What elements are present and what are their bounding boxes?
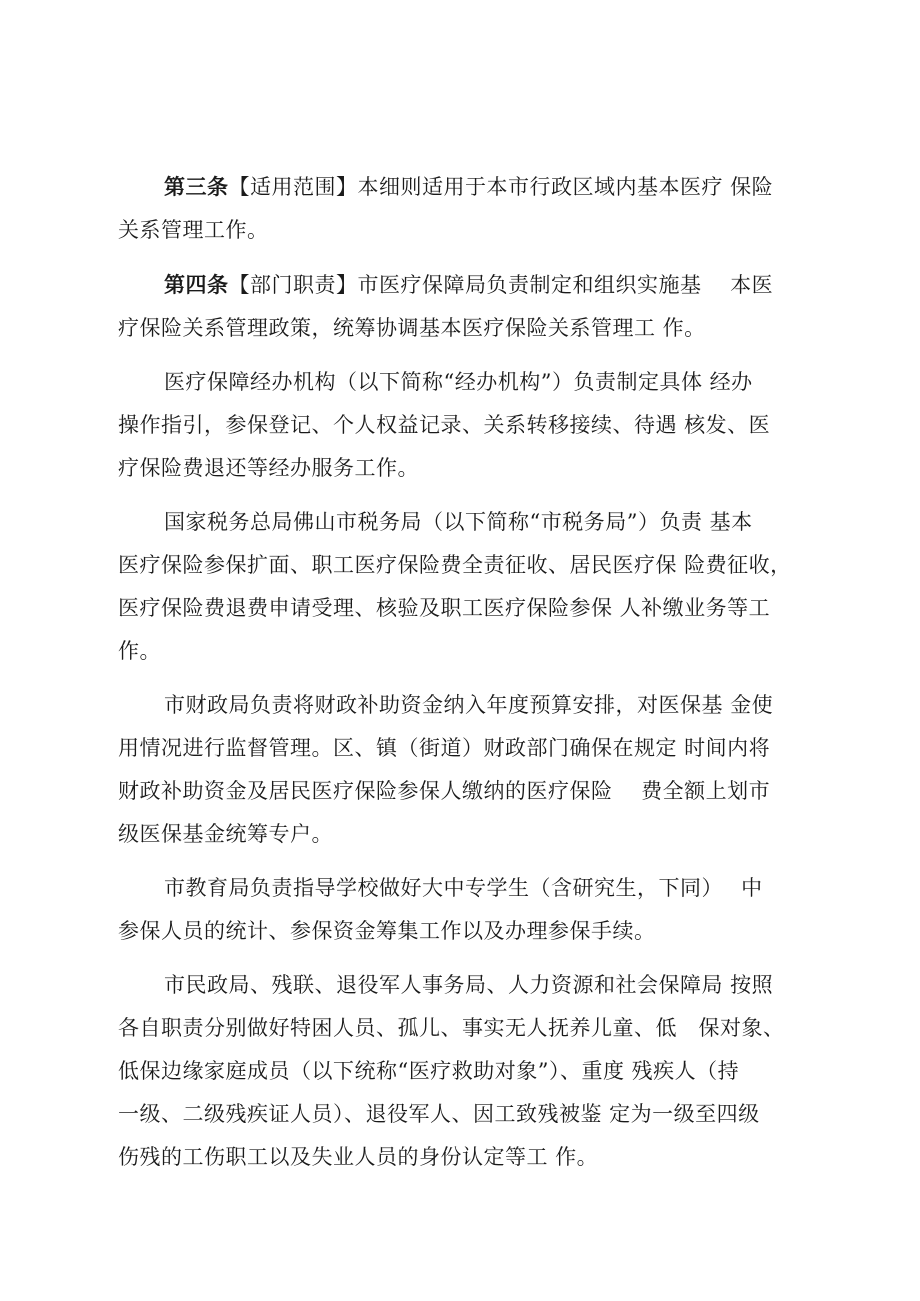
paragraph-line: 级医保基金统筹专户。 — [118, 822, 333, 846]
paragraph-line: 一级、二级残疾证人员）、退役军人、因工致残被鉴 定为一级至四级 — [118, 1102, 760, 1126]
article-heading: 第四条 — [164, 272, 229, 297]
paragraph-line: 医疗保险费退费申请受理、核验及职工医疗保险参保 人补缴业务等工 — [118, 596, 771, 620]
paragraph-agency — [118, 361, 818, 490]
paragraph-line: 低保边缘家庭成员（以下统称“医疗救助对象”）、重度 残疾人（持 — [118, 1059, 740, 1083]
paragraph-line: 伤残的工伤职工以及失业人员的身份认定等工 作。 — [118, 1145, 599, 1169]
paragraph-line: 医疗保障经办机构（以下简称“经办机构”）负责制定具体 经办 — [164, 370, 753, 394]
document-body — [118, 165, 818, 1190]
paragraph-line: 市民政局、残联、退役军人事务局、人力资源和社会保障局 按照 — [164, 973, 774, 997]
paragraph-line: 参保人员的统计、参保资金筹集工作以及办理参保手续。 — [118, 919, 656, 943]
paragraph-line — [118, 263, 818, 307]
paragraph-line: 关系管理工作。 — [118, 218, 269, 242]
paragraph-finance-bureau — [118, 684, 818, 856]
paragraph-line: 市教育局负责指导学校做好大中专学生（含研究生，下同） 中 — [164, 876, 763, 900]
article-heading: 第三条 — [164, 174, 229, 199]
paragraph-line: 国家税务总局佛山市税务局（以下简称“市税务局”）负责 基本 — [164, 510, 753, 534]
paragraph-line: 作。 — [118, 639, 161, 663]
paragraph-tax-bureau — [118, 501, 818, 673]
paragraph-line: 疗保险关系管理政策，统筹协调基本医疗保险关系管理工 作。 — [118, 316, 706, 340]
paragraph-education-bureau — [118, 867, 818, 953]
paragraph-civil-affairs — [118, 964, 818, 1179]
paragraph-line: 各自职责分别做好特困人员、孤儿、事实无人抚养儿童、低 保对象、 — [118, 1016, 785, 1040]
paragraph-line: 医疗保险参保扩面、职工医疗保险费全责征收、居民医疗保 险费征收， — [118, 553, 792, 577]
paragraph-line: 操作指引，参保登记、个人权益记录、关系转移接续、待遇 核发、医 — [118, 413, 771, 437]
paragraph-article-3 — [118, 165, 818, 252]
paragraph-line: 财政补助资金及居民医疗保险参保人缴纳的医疗保险 费全额上划市 — [118, 779, 771, 803]
paragraph-line: 用情况进行监督管理。区、镇（街道）财政部门确保在规定 时间内将 — [118, 736, 771, 760]
paragraph-text: 【部门职责】市医疗保障局负责制定和组织实施基 本医 — [228, 273, 774, 297]
paragraph-text: 【适用范围】本细则适用于本市行政区域内基本医疗 保险 — [228, 175, 774, 199]
paragraph-article-4 — [118, 263, 818, 350]
paragraph-line: 市财政局负责将财政补助资金纳入年度预算安排，对医保基 金使 — [164, 693, 774, 717]
paragraph-line — [118, 165, 818, 209]
paragraph-line: 疗保险费退还等经办服务工作。 — [118, 456, 419, 480]
